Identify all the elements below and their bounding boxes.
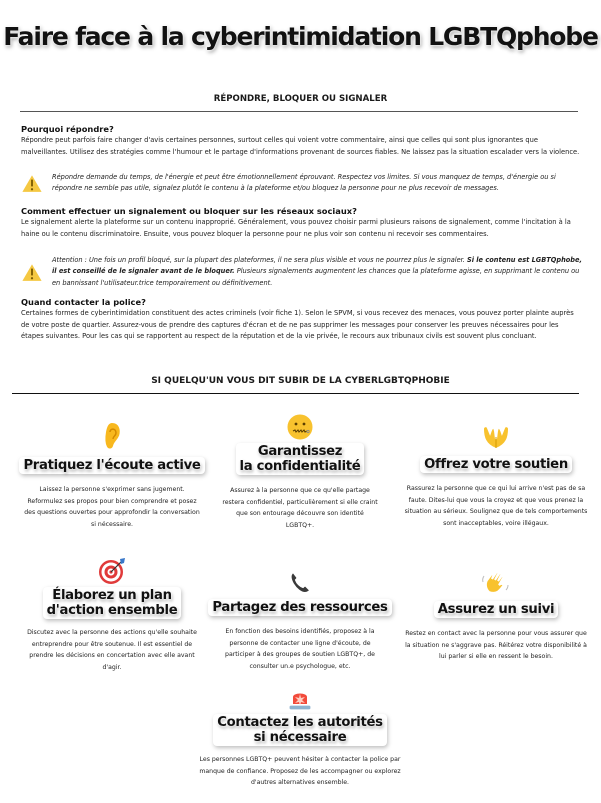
warning-text <box>52 255 586 289</box>
warning-callout <box>21 172 586 195</box>
warning-text-emphasis: Si le contenu est LGBTQphobe, il est conseillé de le signaler avant de le bloquer. <box>52 256 582 276</box>
warning-icon <box>21 261 43 283</box>
tip-card-offer-support <box>393 423 599 529</box>
section-heading-support: SI QUELQU'UN VOUS DIT SUBIR DE LA CYBERLGBTQPHOBIE <box>151 376 450 386</box>
open-hands-icon <box>480 423 512 451</box>
ear-icon <box>100 420 124 452</box>
section-divider <box>12 393 579 394</box>
section-heading-respond: RÉPONDRE, BLOQUER OU SIGNALER <box>213 94 388 104</box>
tip-title-line: Contactez les autorités <box>217 715 383 730</box>
faq-answer: Le signalement alerte la plateforme sur un contenu inapproprié. Généralement, vous pouvez choisir parmi plusieurs raisons de signalement, comme l'incitation à la haine ou le contenu discriminatoire. Ensuite, vous pouvez bloquer la personne pour ne plus voir son contenu ni recevoir ses commentaires. <box>21 218 571 238</box>
section-divider <box>20 111 578 112</box>
tip-title-line: d'action ensemble <box>46 603 178 618</box>
tip-title: Partagez des ressources <box>208 599 391 616</box>
faq-answer: Certaines formes de cyberintimidation constituent des actes criminels (voir fiche 1). Selon le SPVM, si vous recevez des menaces, vous pouvez porter plainte auprès de votre poste de quartier. Assurez-vous de prendre des captures d'écran et de ne pas supprimer les messages pour conserver les preuves nécessaires pour les étapes suivantes. Pour les cas qui se rapportent au respect de la réputation et de la vie privée, le recours aux tribunaux civils est souvent plus concluant. <box>21 309 574 341</box>
tip-title <box>43 587 182 619</box>
tip-text: Rassurez la personne que ce qui lui arrive n'est pas de sa faute. Dites-lui que vous la croyez et que vous prenez la situation au sérieux. Soulignez que de tels comportements sont inacceptables, voire illégaux. <box>404 485 588 527</box>
target-dart-icon <box>97 556 127 586</box>
tip-card-contact-authorities <box>180 688 420 789</box>
warning-callout <box>21 255 586 289</box>
police-light-icon <box>287 688 313 712</box>
tip-card-action-plan <box>12 556 212 673</box>
tip-card-share-resources <box>200 570 400 672</box>
tip-card-active-listening <box>12 420 212 530</box>
warning-icon <box>21 172 43 194</box>
tip-title <box>236 443 365 475</box>
tip-title: Pratiquez l'écoute active <box>19 457 204 474</box>
tip-text: Restez en contact avec la personne pour vous assurer que la situation ne s'aggrave pas. Réitérez votre disponibilité à lui parler si elle en ressent le besoin. <box>405 630 587 661</box>
warning-text-part: Attention : Une fois un profil bloqué, sur la plupart des plateformes, il ne sera plus visible et vous ne pourrez plus le signaler. <box>52 256 467 264</box>
tip-text: En fonction des besoins identifiés, proposez à la personne de contacter une ligne d'écoute, de participer à des groupes de soutien LGBTQ+, de consulter un.e psychologue, etc. <box>225 628 375 670</box>
warning-text: Répondre demande du temps, de l'énergie et peut être émotionnellement éprouvant. Respectez vos limites. Si vous manquez de temps, d'énergie ou si répondre ne semble pas utile, signalez plutôt le contenu à la plateforme et/ou bloquez la personne pour ne plus recevoir de messages. <box>52 173 556 193</box>
faq-why-respond <box>21 124 581 158</box>
faq-answer: Répondre peut parfois faire changer d'avis certaines personnes, surtout celles qui voient votre commentaire, ainsi que celles qui sont plus ignorantes que malveillantes. Utilisez des stratégies comme l'humour et le partage d'informations provenant de sources fiables. Ne laissez pas la situation escalader vers la violence. <box>21 136 580 156</box>
tip-title-line: Garantissez <box>257 444 343 459</box>
tip-text: Assurez à la personne que ce qu'elle partage restera confidentiel, particulièrement si elle craint que son entourage découvre son identité LGBTQ+. <box>222 487 378 529</box>
tip-text: Les personnes LGBTQ+ peuvent hésiter à contacter la police par manque de confiance. Proposez de les accompagner ou explorez d'autres alternatives ensemble. <box>199 756 401 787</box>
tip-card-follow-up <box>393 570 599 663</box>
tip-title-line: Élaborez un plan <box>52 588 172 603</box>
tip-title: Offrez votre soutien <box>420 456 572 473</box>
phone-icon <box>287 570 313 596</box>
tip-title: Assurez un suivi <box>434 601 558 618</box>
warning-text-part: Plusieurs signalements augmentent les chances que la plateforme agisse, en supprimant le contenu ou en bannissant l'utilisateur.trice temporairement ou définitivement. <box>52 267 580 287</box>
tip-text: Discutez avec la personne des actions qu'elle souhaite entreprendre pour être soutenue. Il est essentiel de prendre les décisions en concertation avec elle avant d'agir. <box>27 629 197 671</box>
tip-title-line: la confidentialité <box>239 459 361 474</box>
tip-title-line: si nécessaire <box>253 730 347 745</box>
tip-card-confidentiality <box>200 412 400 531</box>
faq-question: Comment effectuer un signalement ou bloquer sur les réseaux sociaux? <box>21 206 357 216</box>
faq-report-block <box>21 206 581 240</box>
waving-hand-icon <box>481 570 511 598</box>
tip-title <box>213 714 386 746</box>
faq-question: Quand contacter la police? <box>21 297 146 307</box>
tip-text: Laissez la personne s'exprimer sans jugement. Reformulez ses propos pour bien comprendre et posez des questions ouvertes pour approfondir la conversation si nécessaire. <box>24 486 200 528</box>
faq-police <box>21 297 581 343</box>
faq-question: Pourquoi répondre? <box>21 124 114 134</box>
zipper-mouth-face-icon <box>285 412 315 442</box>
page-title: Faire face à la cyberintimidation LGBTQphobe <box>3 22 598 51</box>
